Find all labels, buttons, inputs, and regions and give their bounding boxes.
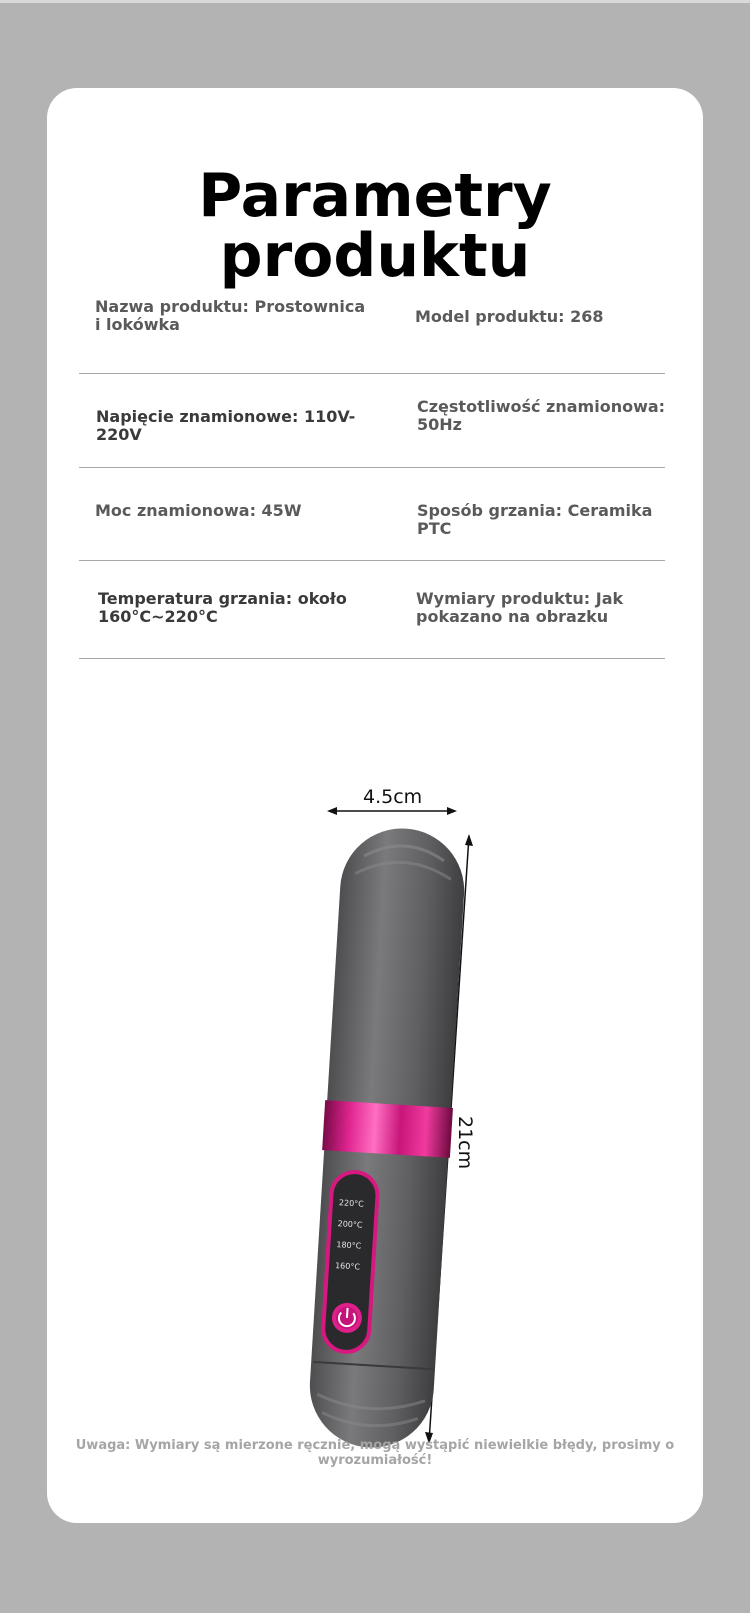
height-label: 21cm <box>454 1116 476 1170</box>
page-title: Parametry produktu <box>198 161 552 291</box>
spec-voltage: Napięcie znamionowe: 110V-220V <box>96 407 356 444</box>
spec-product-model: Model produktu: 268 <box>415 307 604 326</box>
spec-power: Moc znamionowa: 45W <box>95 501 302 520</box>
temp-220: 220°C <box>338 1198 365 1209</box>
spec-card <box>47 88 703 1523</box>
temp-200: 200°C <box>337 1219 363 1230</box>
top-border <box>0 0 750 3</box>
spec-row <box>79 373 665 468</box>
measurement-note: Uwaga: Wymiary są mierzone ręcznie, mogą wystąpić niewielkie błędy, prosimy o wyrozumiałość! <box>75 1438 675 1468</box>
spec-heating: Sposób grzania: Ceramika PTC <box>417 501 653 538</box>
device-body <box>304 825 470 1452</box>
width-label: 4.5cm <box>363 786 423 808</box>
temp-180: 180°C <box>336 1240 362 1251</box>
spec-row <box>79 273 665 374</box>
spec-dimensions: Wymiary produktu: Jak pokazano na obrazku <box>416 589 624 626</box>
width-dimension <box>327 786 457 815</box>
accent-ring <box>322 1100 453 1158</box>
spec-row <box>79 560 665 659</box>
temp-160: 160°C <box>334 1261 361 1272</box>
spec-frequency: Częstotliwość znamionowa: 50Hz <box>417 397 666 434</box>
spec-product-name: Nazwa produktu: Prostownica i lokówka <box>95 297 366 334</box>
spec-row <box>79 467 665 561</box>
spec-temperature: Temperatura grzania: około 160°C~220°C <box>98 589 347 626</box>
product-illustration <box>47 708 703 1508</box>
